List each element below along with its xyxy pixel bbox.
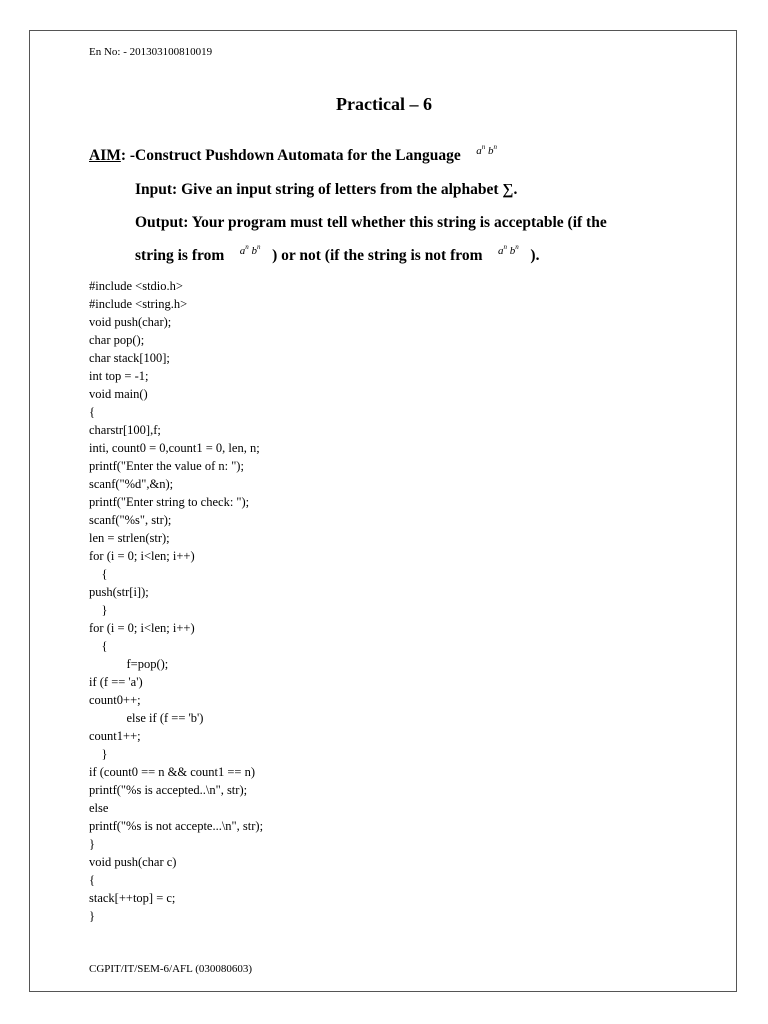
code-line: printf("%s is not accepte...\n", str);: [89, 819, 264, 833]
language-formula: $a^n$ $b^n$: [476, 143, 497, 157]
code-line: }: [89, 909, 95, 923]
source-code-block: [89, 277, 263, 925]
code-line: }: [89, 837, 95, 851]
code-line: count1++;: [89, 729, 141, 743]
enrollment-number: En No: - 201303100810019: [89, 46, 213, 58]
language-formula: $a^n$ $b^n$: [239, 243, 261, 257]
code-line: if (count0 == n && count1 == n): [89, 765, 256, 779]
code-line: void main(): [89, 387, 148, 401]
code-line: {: [89, 405, 95, 419]
code-line: scanf("%s", str);: [89, 513, 172, 527]
code-line: inti, count0 = 0,count1 = 0, len, n;: [89, 441, 260, 455]
code-line: count0++;: [89, 693, 141, 707]
code-line: void push(char);: [89, 315, 172, 329]
code-line: f=pop();: [89, 657, 169, 671]
code-line: scanf("%d",&n);: [89, 477, 174, 491]
code-line: }: [89, 603, 108, 617]
code-line: printf("%s is accepted..\n", str);: [89, 783, 248, 797]
aim-statement: [89, 143, 497, 165]
code-line: int top = -1;: [89, 369, 149, 383]
page-title: Practical – 6: [336, 94, 432, 114]
language-formula: $a^n$ $b^n$: [498, 243, 519, 257]
code-line: {: [89, 873, 95, 887]
code-line: else if (f == 'b'): [89, 711, 204, 725]
code-line: for (i = 0; i<len; i++): [89, 549, 195, 563]
code-line: charstr[100],f;: [89, 423, 161, 437]
code-line: {: [89, 567, 108, 581]
code-line: for (i = 0; i<len; i++): [89, 621, 195, 635]
code-line: {: [89, 639, 108, 653]
code-line: printf("Enter string to check: ");: [89, 495, 250, 509]
code-line: if (f == 'a'): [89, 675, 143, 689]
code-line: printf("Enter the value of n: ");: [89, 459, 244, 473]
code-line: #include <stdio.h>: [89, 279, 183, 293]
code-line: }: [89, 747, 108, 761]
code-line: push(str[i]);: [89, 585, 149, 599]
output-description-line2: string is from $a^n$ $b^n$ ) or not (if the string is not from $a^n$ $b^n$ ).: [135, 243, 540, 264]
code-line: void push(char c): [89, 855, 177, 869]
code-line: #include <string.h>: [89, 297, 188, 311]
aim-label: AIM: [89, 147, 121, 164]
code-line: else: [89, 801, 109, 815]
code-line: stack[++top] = c;: [89, 891, 176, 905]
output-description-line1: Output: Your program must tell whether this string is acceptable (if the: [135, 214, 607, 231]
aim-text: : -Construct Pushdown Automata for the Language: [120, 147, 461, 164]
code-line: len = strlen(str);: [89, 531, 170, 545]
input-description: Input: Give an input string of letters from the alphabet ∑.: [135, 181, 518, 198]
code-line: char stack[100];: [89, 351, 170, 365]
footer-course-code: CGPIT/IT/SEM-6/AFL (030080603): [89, 963, 253, 975]
code-line: char pop();: [89, 333, 145, 347]
